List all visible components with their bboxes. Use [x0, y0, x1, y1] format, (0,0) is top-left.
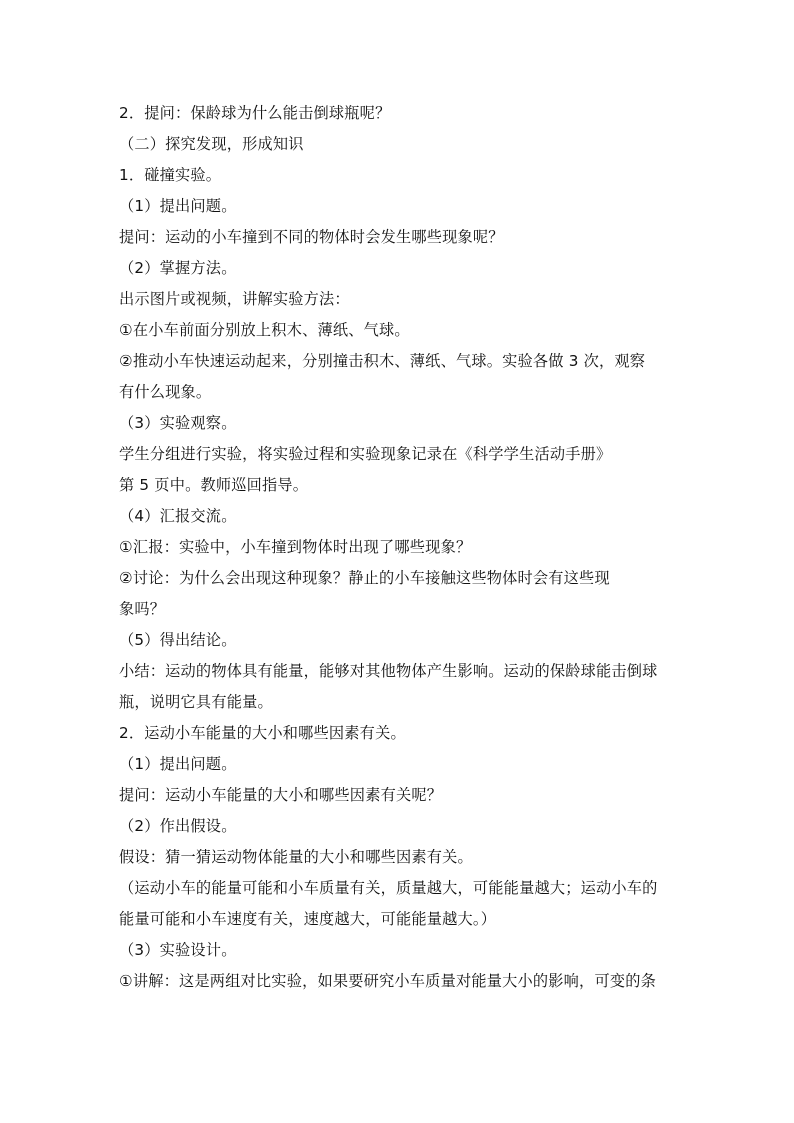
text-line: 第 5 页中。教师巡回指导。	[119, 476, 309, 494]
text-line: 假设：猜一猜运动物体能量的大小和哪些因素有关。	[119, 848, 473, 866]
text-line: （3）实验观察。	[119, 414, 237, 432]
text-line: （4）汇报交流。	[119, 507, 237, 525]
text-line: （1）提出问题。	[119, 755, 237, 773]
text-line: ①在小车前面分别放上积木、薄纸、气球。	[119, 321, 410, 339]
text-line: （5）得出结论。	[119, 631, 237, 649]
text-line: ①汇报：实验中，小车撞到物体时出现了哪些现象？	[119, 538, 472, 556]
text-line: （3）实验设计。	[119, 941, 237, 959]
text-line: 象吗？	[119, 600, 166, 618]
text-line: 2．提问：保龄球为什么能击倒球瓶呢？	[119, 104, 391, 122]
text-line: 小结：运动的物体具有能量，能够对其他物体产生影响。运动的保龄球能击倒球	[119, 662, 658, 680]
text-line: （2）掌握方法。	[119, 259, 237, 277]
text-line: 2．运动小车能量的大小和哪些因素有关。	[119, 724, 406, 742]
text-line: （2）作出假设。	[119, 817, 237, 835]
text-line: 瓶，说明它具有能量。	[119, 693, 273, 711]
text-line: 有什么现象。	[119, 383, 212, 401]
text-line: 出示图片或视频，讲解实验方法：	[119, 290, 350, 308]
text-line: 1．碰撞实验。	[119, 166, 222, 184]
text-line: ②讨论：为什么会出现这种现象？静止的小车接触这些物体时会有这些现	[119, 569, 610, 587]
text-line: 学生分组进行实验，将实验过程和实验现象记录在《科学学生活动手册》	[119, 445, 612, 463]
text-line: （二）探究发现，形成知识	[119, 135, 304, 153]
text-line: ②推动小车快速运动起来，分别撞击积木、薄纸、气球。实验各做 3 次，观察	[119, 352, 646, 370]
document-body	[119, 98, 679, 997]
text-line: 提问：运动小车能量的大小和哪些因素有关呢？	[119, 786, 443, 804]
text-line: 提问：运动的小车撞到不同的物体时会发生哪些现象呢？	[119, 228, 504, 246]
text-line: 能量可能和小车速度有关，速度越大，可能能量越大。）	[119, 910, 497, 928]
text-line: ①讲解：这是两组对比实验，如果要研究小车质量对能量大小的影响，可变的条	[119, 972, 656, 990]
text-line: （1）提出问题。	[119, 197, 237, 215]
text-line: （运动小车的能量可能和小车质量有关，质量越大，可能能量越大；运动小车的	[119, 879, 658, 897]
